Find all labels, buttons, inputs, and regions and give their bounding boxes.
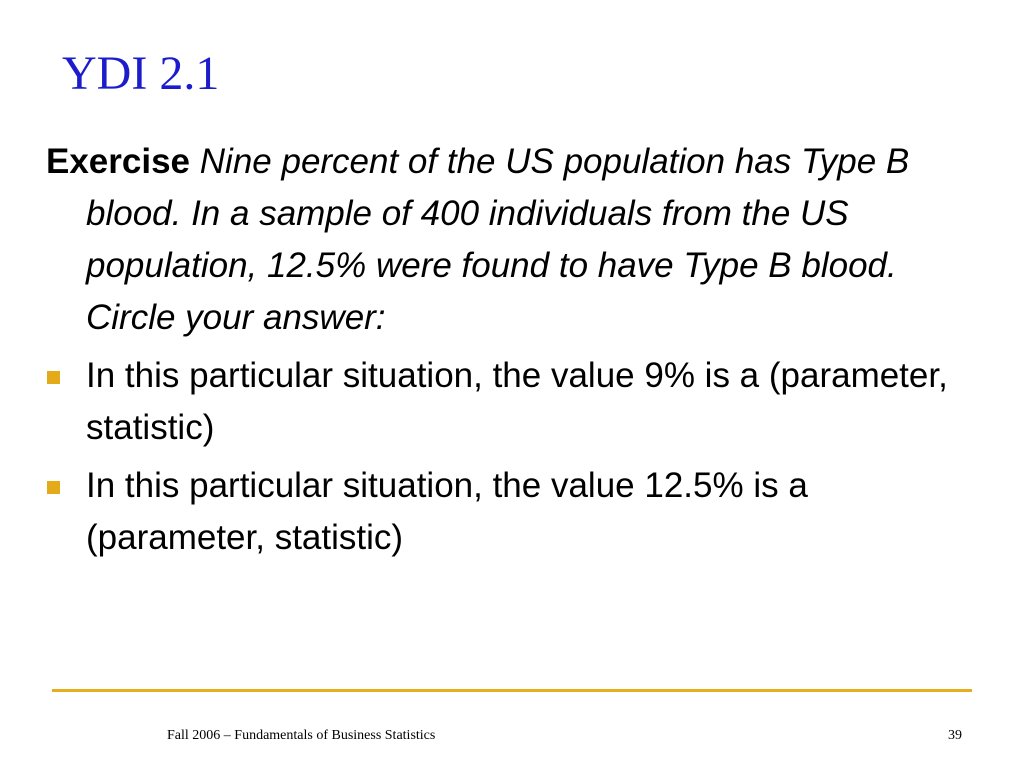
- footer-text: Fall 2006 – Fundamentals of Business Statistics: [167, 728, 436, 743]
- slide-body: [46, 136, 966, 570]
- exercise-text: Nine percent of the US population has Type B blood. In a sample of 400 individuals from the US population, 12.5% were found to have Type B blood. Circle your answer:: [86, 142, 910, 337]
- bullet-item: [46, 460, 966, 564]
- slide-title: YDI 2.1: [62, 47, 220, 100]
- page-number: 39: [948, 728, 962, 743]
- square-bullet-icon: [47, 481, 60, 494]
- bullet-text: In this particular situation, the value 9% is a (parameter, statistic): [86, 356, 948, 447]
- square-bullet-icon: [47, 371, 60, 384]
- bullet-text: In this particular situation, the value 12.5% is a (parameter, statistic): [86, 466, 808, 557]
- bullet-item: [46, 350, 966, 454]
- footer-divider: [52, 689, 972, 692]
- exercise-paragraph: [46, 136, 966, 344]
- exercise-label: Exercise: [46, 142, 191, 181]
- bullet-list: [46, 350, 966, 564]
